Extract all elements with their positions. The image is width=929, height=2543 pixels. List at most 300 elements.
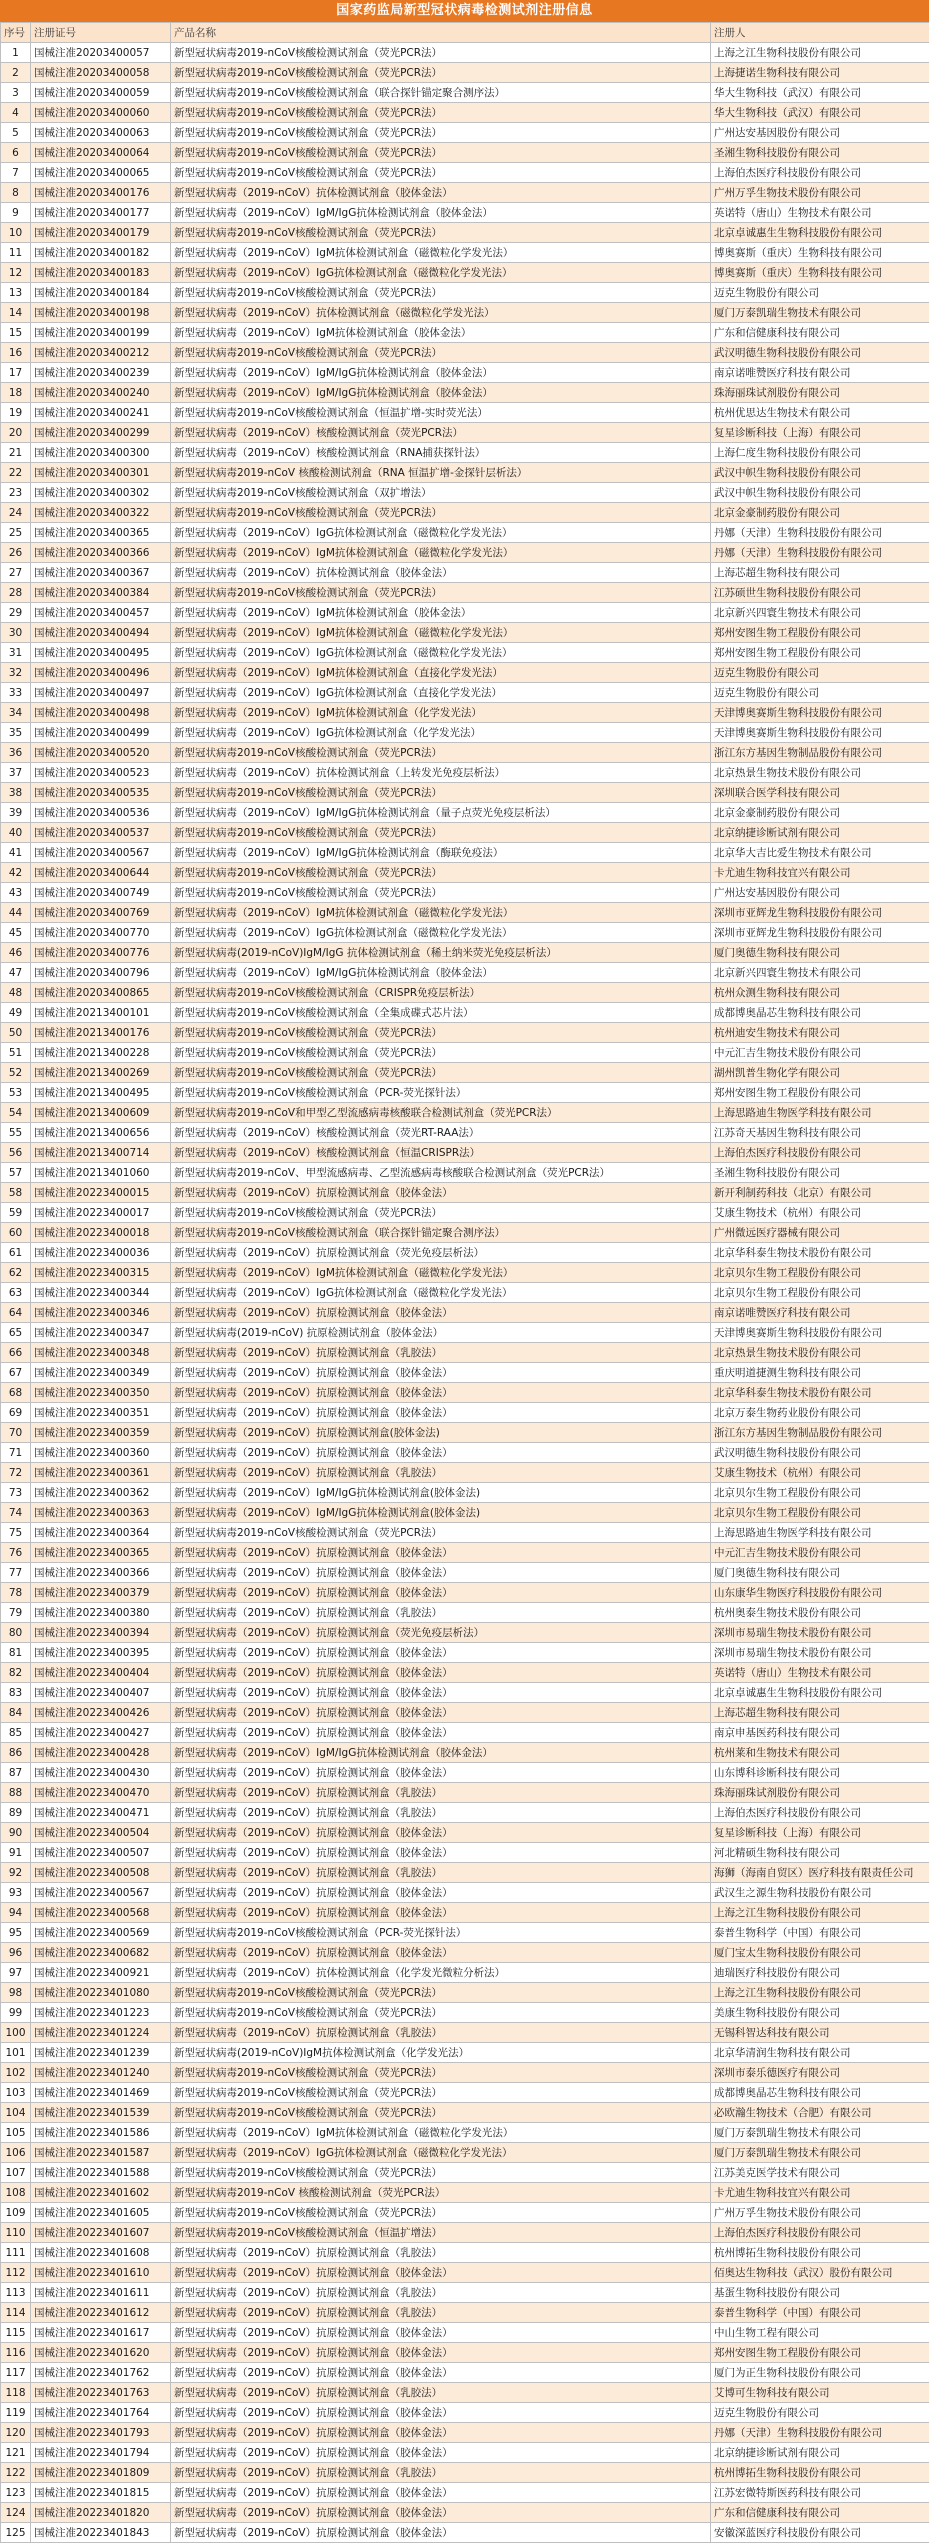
cell-product-name: 新型冠状病毒(2019-nCoV)IgM抗体检测试剂盒（化学发光法）	[171, 2043, 711, 2063]
cell-reg-number: 国械注准20223400017	[31, 1203, 171, 1223]
cell-registrant: 上海伯杰医疗科技股份有限公司	[711, 163, 929, 183]
cell-registrant: 杭州莱和生物技术有限公司	[711, 1743, 929, 1763]
cell-reg-number: 国械注准20203400537	[31, 823, 171, 843]
cell-reg-number: 国械注准20213400101	[31, 1003, 171, 1023]
cell-reg-number: 国械注准20203400498	[31, 703, 171, 723]
table-row	[1, 803, 929, 823]
table-row	[1, 1523, 929, 1543]
table-row	[1, 2343, 929, 2363]
cell-no: 35	[1, 723, 31, 743]
cell-no: 78	[1, 1583, 31, 1603]
table-row	[1, 2243, 929, 2263]
cell-registrant: 泰普生物科学（中国）有限公司	[711, 2303, 929, 2323]
cell-reg-number: 国械注准20203400497	[31, 683, 171, 703]
cell-registrant: 北京卓诚惠生生物科技股份有限公司	[711, 1683, 929, 1703]
cell-product-name: 新型冠状病毒（2019-nCoV）IgM抗体检测试剂盒（磁微粒化学发光法）	[171, 903, 711, 923]
registration-table	[0, 22, 929, 2543]
cell-reg-number: 国械注准20223400347	[31, 1323, 171, 1343]
cell-product-name: 新型冠状病毒（2019-nCoV）抗原检测试剂盒（胶体金法）	[171, 2403, 711, 2423]
table-row	[1, 1223, 929, 1243]
cell-reg-number: 国械注准20203400059	[31, 83, 171, 103]
cell-reg-number: 国械注准20223401608	[31, 2243, 171, 2263]
table-row	[1, 2023, 929, 2043]
cell-no: 61	[1, 1243, 31, 1263]
table-row	[1, 743, 929, 763]
table-row	[1, 2143, 929, 2163]
cell-reg-number: 国械注准20203400770	[31, 923, 171, 943]
cell-reg-number: 国械注准20203400457	[31, 603, 171, 623]
cell-reg-number: 国械注准20203400058	[31, 63, 171, 83]
cell-reg-number: 国械注准20223400921	[31, 1963, 171, 1983]
cell-reg-number: 国械注准20223400427	[31, 1723, 171, 1743]
cell-reg-number: 国械注准20223401620	[31, 2343, 171, 2363]
sheet-title: 国家药监局新型冠状病毒检测试剂注册信息	[0, 0, 929, 22]
cell-product-name: 新型冠状病毒2019-nCoV核酸检测试剂盒（全集成碟式芯片法）	[171, 1003, 711, 1023]
cell-product-name: 新型冠状病毒（2019-nCoV）IgG抗体检测试剂盒（磁微粒化学发光法）	[171, 923, 711, 943]
cell-registrant: 厦门为正生物科技股份有限公司	[711, 2363, 929, 2383]
cell-no: 56	[1, 1143, 31, 1163]
cell-no: 99	[1, 2003, 31, 2023]
cell-product-name: 新型冠状病毒（2019-nCoV）IgM抗体检测试剂盒（磁微粒化学发光法）	[171, 543, 711, 563]
cell-reg-number: 国械注准20223400366	[31, 1563, 171, 1583]
cell-product-name: 新型冠状病毒（2019-nCoV）抗体检测试剂盒（胶体金法）	[171, 563, 711, 583]
cell-reg-number: 国械注准20223401843	[31, 2523, 171, 2543]
table-row	[1, 203, 929, 223]
cell-reg-number: 国械注准20223400379	[31, 1583, 171, 1603]
cell-product-name: 新型冠状病毒（2019-nCoV）IgG抗体检测试剂盒（磁微粒化学发光法）	[171, 263, 711, 283]
table-row	[1, 1443, 929, 1463]
cell-registrant: 深圳市亚辉龙生物科技股份有限公司	[711, 903, 929, 923]
cell-product-name: 新型冠状病毒2019-nCoV核酸检测试剂盒（恒温扩增法）	[171, 2223, 711, 2243]
table-row	[1, 2263, 929, 2283]
cell-reg-number: 国械注准20223401586	[31, 2123, 171, 2143]
table-row	[1, 103, 929, 123]
header-no: 序号	[1, 23, 31, 43]
cell-product-name: 新型冠状病毒（2019-nCoV）抗原检测试剂盒（乳胶法）	[171, 1603, 711, 1623]
table-row	[1, 2303, 929, 2323]
cell-registrant: 厦门万泰凯瑞生物技术有限公司	[711, 303, 929, 323]
cell-registrant: 华大生物科技（武汉）有限公司	[711, 103, 929, 123]
cell-no: 123	[1, 2483, 31, 2503]
cell-no: 93	[1, 1883, 31, 1903]
cell-reg-number: 国械注准20203400523	[31, 763, 171, 783]
cell-reg-number: 国械注准20203400535	[31, 783, 171, 803]
cell-no: 69	[1, 1403, 31, 1423]
cell-product-name: 新型冠状病毒（2019-nCoV）IgM抗体检测试剂盒（直接化学发光法）	[171, 663, 711, 683]
cell-no: 10	[1, 223, 31, 243]
table-row	[1, 2063, 929, 2083]
cell-product-name: 新型冠状病毒（2019-nCoV）抗原检测试剂盒（胶体金法）	[171, 1903, 711, 1923]
cell-reg-number: 国械注准20223400428	[31, 1743, 171, 1763]
cell-reg-number: 国械注准20203400301	[31, 463, 171, 483]
cell-reg-number: 国械注准20223400567	[31, 1883, 171, 1903]
table-row	[1, 1143, 929, 1163]
cell-registrant: 厦门万泰凯瑞生物技术有限公司	[711, 2143, 929, 2163]
cell-registrant: 佰奥达生物科技（武汉）股份有限公司	[711, 2263, 929, 2283]
cell-registrant: 武汉明德生物科技股份有限公司	[711, 1443, 929, 1463]
cell-no: 75	[1, 1523, 31, 1543]
table-row	[1, 2403, 929, 2423]
cell-reg-number: 国械注准20203400495	[31, 643, 171, 663]
table-row	[1, 543, 929, 563]
cell-registrant: 北京华科泰生物技术股份有限公司	[711, 1383, 929, 1403]
cell-product-name: 新型冠状病毒（2019-nCoV）抗体检测试剂盒（磁微粒化学发光法）	[171, 303, 711, 323]
table-row	[1, 1583, 929, 1603]
cell-no: 121	[1, 2443, 31, 2463]
cell-product-name: 新型冠状病毒（2019-nCoV）抗原检测试剂盒（乳胶法）	[171, 1803, 711, 1823]
cell-reg-number: 国械注准20223400407	[31, 1683, 171, 1703]
cell-reg-number: 国械注准20223400507	[31, 1843, 171, 1863]
cell-registrant: 上海伯杰医疗科技股份有限公司	[711, 1143, 929, 1163]
cell-no: 5	[1, 123, 31, 143]
cell-no: 51	[1, 1043, 31, 1063]
cell-no: 58	[1, 1183, 31, 1203]
table-row	[1, 1903, 929, 1923]
cell-reg-number: 国械注准20203400796	[31, 963, 171, 983]
table-row	[1, 1723, 929, 1743]
cell-registrant: 杭州优思达生物技术有限公司	[711, 403, 929, 423]
table-row	[1, 2003, 929, 2023]
cell-no: 109	[1, 2203, 31, 2223]
cell-no: 7	[1, 163, 31, 183]
cell-product-name: 新型冠状病毒（2019-nCoV）核酸检测试剂盒（荧光PCR法）	[171, 423, 711, 443]
cell-registrant: 北京金豪制药股份有限公司	[711, 803, 929, 823]
table-row	[1, 903, 929, 923]
cell-no: 85	[1, 1723, 31, 1743]
cell-registrant: 华大生物科技（武汉）有限公司	[711, 83, 929, 103]
cell-registrant: 南京诺唯赞医疗科技有限公司	[711, 363, 929, 383]
cell-registrant: 珠海丽珠试剂股份有限公司	[711, 1783, 929, 1803]
cell-no: 120	[1, 2423, 31, 2443]
table-row	[1, 1883, 929, 1903]
cell-no: 91	[1, 1843, 31, 1863]
cell-product-name: 新型冠状病毒（2019-nCoV）抗原检测试剂盒（胶体金法）	[171, 1543, 711, 1563]
cell-product-name: 新型冠状病毒2019-nCoV核酸检测试剂盒（荧光PCR法）	[171, 2063, 711, 2083]
cell-no: 67	[1, 1363, 31, 1383]
cell-registrant: 上海思路迪生物医学科技有限公司	[711, 1103, 929, 1123]
cell-registrant: 迈克生物股份有限公司	[711, 2403, 929, 2423]
cell-product-name: 新型冠状病毒（2019-nCoV）抗原检测试剂盒（荧光免疫层析法）	[171, 1623, 711, 1643]
cell-no: 57	[1, 1163, 31, 1183]
cell-product-name: 新型冠状病毒（2019-nCoV）抗原检测试剂盒（胶体金法）	[171, 1723, 711, 1743]
table-row	[1, 883, 929, 903]
cell-reg-number: 国械注准20223400394	[31, 1623, 171, 1643]
cell-reg-number: 国械注准20213401060	[31, 1163, 171, 1183]
cell-product-name: 新型冠状病毒2019-nCoV核酸检测试剂盒（荧光PCR法）	[171, 163, 711, 183]
cell-registrant: 深圳市泰乐德医疗有限公司	[711, 2063, 929, 2083]
cell-registrant: 武汉生之源生物科技股份有限公司	[711, 1883, 929, 1903]
cell-registrant: 上海伯杰医疗科技股份有限公司	[711, 2223, 929, 2243]
cell-no: 13	[1, 283, 31, 303]
table-row	[1, 1343, 929, 1363]
cell-no: 49	[1, 1003, 31, 1023]
cell-no: 9	[1, 203, 31, 223]
cell-no: 95	[1, 1923, 31, 1943]
cell-no: 15	[1, 323, 31, 343]
cell-product-name: 新型冠状病毒（2019-nCoV）IgM/IgG抗体检测试剂盒（量子点荧光免疫层析法）	[171, 803, 711, 823]
cell-product-name: 新型冠状病毒（2019-nCoV）核酸检测试剂盒（恒温CRISPR法）	[171, 1143, 711, 1163]
cell-no: 31	[1, 643, 31, 663]
cell-no: 77	[1, 1563, 31, 1583]
cell-product-name: 新型冠状病毒2019-nCoV核酸检测试剂盒（荧光PCR法）	[171, 223, 711, 243]
table-row	[1, 783, 929, 803]
cell-product-name: 新型冠状病毒2019-nCoV核酸检测试剂盒（荧光PCR法）	[171, 63, 711, 83]
cell-reg-number: 国械注准20223401587	[31, 2143, 171, 2163]
cell-registrant: 中元汇吉生物技术股份有限公司	[711, 1543, 929, 1563]
cell-no: 12	[1, 263, 31, 283]
cell-registrant: 泰普生物科学（中国）有限公司	[711, 1923, 929, 1943]
cell-product-name: 新型冠状病毒（2019-nCoV）抗体检测试剂盒（胶体金法）	[171, 183, 711, 203]
cell-reg-number: 国械注准20203400177	[31, 203, 171, 223]
cell-product-name: 新型冠状病毒（2019-nCoV）IgM/IgG抗体检测试剂盒(胶体金法)	[171, 1483, 711, 1503]
cell-registrant: 北京新兴四寰生物技术有限公司	[711, 603, 929, 623]
cell-reg-number: 国械注准20223401820	[31, 2503, 171, 2523]
table-row	[1, 1803, 929, 1823]
cell-no: 60	[1, 1223, 31, 1243]
cell-registrant: 卡尤迪生物科技宜兴有限公司	[711, 863, 929, 883]
table-row	[1, 2043, 929, 2063]
table-row	[1, 2503, 929, 2523]
cell-registrant: 英诺特（唐山）生物技术有限公司	[711, 1663, 929, 1683]
cell-no: 30	[1, 623, 31, 643]
cell-registrant: 北京华科泰生物技术股份有限公司	[711, 1243, 929, 1263]
cell-product-name: 新型冠状病毒（2019-nCoV）IgM抗体检测试剂盒（胶体金法）	[171, 323, 711, 343]
table-row	[1, 663, 929, 683]
table-row	[1, 1063, 929, 1083]
cell-registrant: 北京万泰生物药业股份有限公司	[711, 1403, 929, 1423]
cell-reg-number: 国械注准20223400395	[31, 1643, 171, 1663]
cell-no: 102	[1, 2063, 31, 2083]
cell-product-name: 新型冠状病毒（2019-nCoV）抗原检测试剂盒（胶体金法）	[171, 1403, 711, 1423]
table-row	[1, 863, 929, 883]
cell-product-name: 新型冠状病毒(2019-nCoV)IgM/IgG 抗体检测试剂盒（稀土纳米荧光免疫层析法）	[171, 943, 711, 963]
cell-no: 87	[1, 1763, 31, 1783]
cell-registrant: 北京贝尔生物工程股份有限公司	[711, 1483, 929, 1503]
cell-reg-number: 国械注准20203400536	[31, 803, 171, 823]
cell-registrant: 浙江东方基因生物制品股份有限公司	[711, 1423, 929, 1443]
cell-no: 38	[1, 783, 31, 803]
cell-product-name: 新型冠状病毒（2019-nCoV）抗原检测试剂盒（胶体金法）	[171, 1583, 711, 1603]
cell-product-name: 新型冠状病毒（2019-nCoV）抗原检测试剂盒（胶体金法）	[171, 1303, 711, 1323]
cell-registrant: 厦门奥德生物科技有限公司	[711, 1563, 929, 1583]
cell-reg-number: 国械注准20203400183	[31, 263, 171, 283]
cell-no: 40	[1, 823, 31, 843]
cell-product-name: 新型冠状病毒（2019-nCoV）IgM抗体检测试剂盒（化学发光法）	[171, 703, 711, 723]
cell-no: 1	[1, 43, 31, 63]
cell-product-name: 新型冠状病毒（2019-nCoV）IgM/IgG抗体检测试剂盒（胶体金法）	[171, 383, 711, 403]
cell-registrant: 郑州安图生物工程股份有限公司	[711, 643, 929, 663]
cell-registrant: 北京纳捷诊断试剂有限公司	[711, 823, 929, 843]
cell-registrant: 博奥赛斯（重庆）生物科技有限公司	[711, 243, 929, 263]
cell-no: 83	[1, 1683, 31, 1703]
cell-registrant: 江苏奇天基因生物科技有限公司	[711, 1123, 929, 1143]
cell-no: 33	[1, 683, 31, 703]
cell-registrant: 江苏美克医学技术有限公司	[711, 2163, 929, 2183]
cell-no: 73	[1, 1483, 31, 1503]
cell-registrant: 艾康生物技术（杭州）有限公司	[711, 1203, 929, 1223]
cell-no: 68	[1, 1383, 31, 1403]
table-row	[1, 2083, 929, 2103]
cell-product-name: 新型冠状病毒（2019-nCoV）抗原检测试剂盒（胶体金法）	[171, 1703, 711, 1723]
cell-reg-number: 国械注准20203400065	[31, 163, 171, 183]
table-row	[1, 363, 929, 383]
cell-registrant: 山东康华生物医疗科技股份有限公司	[711, 1583, 929, 1603]
table-row	[1, 143, 929, 163]
cell-reg-number: 国械注准20223401794	[31, 2443, 171, 2463]
cell-registrant: 上海仁度生物科技股份有限公司	[711, 443, 929, 463]
table-row	[1, 1103, 929, 1123]
table-row	[1, 583, 929, 603]
cell-product-name: 新型冠状病毒(2019-nCoV) 抗原检测试剂盒（胶体金法）	[171, 1323, 711, 1343]
table-row	[1, 2363, 929, 2383]
cell-registrant: 杭州奥泰生物技术股份有限公司	[711, 1603, 929, 1623]
cell-reg-number: 国械注准20223401602	[31, 2183, 171, 2203]
table-row	[1, 443, 929, 463]
table-row	[1, 1663, 929, 1683]
cell-no: 46	[1, 943, 31, 963]
cell-product-name: 新型冠状病毒（2019-nCoV）IgG抗体检测试剂盒（磁微粒化学发光法）	[171, 1283, 711, 1303]
cell-product-name: 新型冠状病毒（2019-nCoV）IgG抗体检测试剂盒（直接化学发光法）	[171, 683, 711, 703]
cell-reg-number: 国械注准20203400499	[31, 723, 171, 743]
table-row	[1, 1863, 929, 1883]
cell-no: 88	[1, 1783, 31, 1803]
table-row	[1, 2443, 929, 2463]
cell-product-name: 新型冠状病毒（2019-nCoV）抗原检测试剂盒（胶体金法）	[171, 2423, 711, 2443]
cell-product-name: 新型冠状病毒2019-nCoV核酸检测试剂盒（荧光PCR法）	[171, 103, 711, 123]
table-row	[1, 763, 929, 783]
cell-product-name: 新型冠状病毒（2019-nCoV）抗原检测试剂盒（胶体金法）	[171, 2523, 711, 2543]
header-row	[1, 23, 929, 43]
cell-reg-number: 国械注准20223401617	[31, 2323, 171, 2343]
cell-product-name: 新型冠状病毒2019-nCoV核酸检测试剂盒（荧光PCR法）	[171, 1523, 711, 1543]
table-row	[1, 923, 929, 943]
cell-product-name: 新型冠状病毒（2019-nCoV）抗体检测试剂盒（化学发光微粒分析法）	[171, 1963, 711, 1983]
cell-product-name: 新型冠状病毒（2019-nCoV）抗原检测试剂盒（胶体金法）	[171, 2343, 711, 2363]
cell-reg-number: 国械注准20203400240	[31, 383, 171, 403]
cell-reg-number: 国械注准20223401539	[31, 2103, 171, 2123]
table-row	[1, 2483, 929, 2503]
table-row	[1, 1983, 929, 2003]
cell-registrant: 成都博奥晶芯生物科技有限公司	[711, 2083, 929, 2103]
cell-reg-number: 国械注准20223401763	[31, 2383, 171, 2403]
table-row	[1, 1843, 929, 1863]
cell-no: 29	[1, 603, 31, 623]
cell-no: 108	[1, 2183, 31, 2203]
table-body	[1, 43, 929, 2543]
cell-registrant: 艾康生物技术（杭州）有限公司	[711, 1463, 929, 1483]
cell-no: 63	[1, 1283, 31, 1303]
cell-no: 114	[1, 2303, 31, 2323]
table-row	[1, 683, 929, 703]
cell-reg-number: 国械注准20223401610	[31, 2263, 171, 2283]
cell-no: 79	[1, 1603, 31, 1623]
cell-no: 94	[1, 1903, 31, 1923]
cell-reg-number: 国械注准20203400384	[31, 583, 171, 603]
table-row	[1, 1743, 929, 1763]
cell-no: 103	[1, 2083, 31, 2103]
cell-product-name: 新型冠状病毒（2019-nCoV）抗体检测试剂盒（上转发光免疫层析法）	[171, 763, 711, 783]
cell-reg-number: 国械注准20213400609	[31, 1103, 171, 1123]
cell-registrant: 美康生物科技股份有限公司	[711, 2003, 929, 2023]
cell-no: 19	[1, 403, 31, 423]
cell-product-name: 新型冠状病毒（2019-nCoV）抗原检测试剂盒（胶体金法）	[171, 2503, 711, 2523]
cell-registrant: 上海伯杰医疗科技股份有限公司	[711, 1803, 929, 1823]
cell-no: 106	[1, 2143, 31, 2163]
cell-registrant: 杭州众测生物科技有限公司	[711, 983, 929, 1003]
cell-product-name: 新型冠状病毒2019-nCoV 核酸检测试剂盒（RNA 恒温扩增-金探针层析法）	[171, 463, 711, 483]
table-row	[1, 2463, 929, 2483]
cell-product-name: 新型冠状病毒（2019-nCoV）IgG抗体检测试剂盒（磁微粒化学发光法）	[171, 523, 711, 543]
cell-registrant: 圣湘生物科技股份有限公司	[711, 143, 929, 163]
table-row	[1, 1043, 929, 1063]
table-row	[1, 623, 929, 643]
cell-no: 86	[1, 1743, 31, 1763]
cell-registrant: 深圳市亚辉龙生物科技股份有限公司	[711, 923, 929, 943]
cell-reg-number: 国械注准20223401469	[31, 2083, 171, 2103]
cell-no: 125	[1, 2523, 31, 2543]
cell-registrant: 广州达安基因股份有限公司	[711, 123, 929, 143]
table-row	[1, 2183, 929, 2203]
cell-reg-number: 国械注准20223400364	[31, 1523, 171, 1543]
cell-product-name: 新型冠状病毒（2019-nCoV）核酸检测试剂盒（荧光RT-RAA法）	[171, 1123, 711, 1143]
cell-reg-number: 国械注准20223400430	[31, 1763, 171, 1783]
cell-registrant: 珠海丽珠试剂股份有限公司	[711, 383, 929, 403]
cell-no: 118	[1, 2383, 31, 2403]
cell-reg-number: 国械注准20203400176	[31, 183, 171, 203]
cell-product-name: 新型冠状病毒2019-nCoV核酸检测试剂盒（荧光PCR法）	[171, 583, 711, 603]
cell-registrant: 北京华清润生物科技有限公司	[711, 2043, 929, 2063]
cell-product-name: 新型冠状病毒（2019-nCoV）抗原检测试剂盒（胶体金法）	[171, 2323, 711, 2343]
cell-registrant: 成都博奥晶芯生物科技有限公司	[711, 1003, 929, 1023]
cell-reg-number: 国械注准20203400212	[31, 343, 171, 363]
cell-no: 116	[1, 2343, 31, 2363]
cell-no: 8	[1, 183, 31, 203]
cell-reg-number: 国械注准20203400241	[31, 403, 171, 423]
cell-reg-number: 国械注准20223401607	[31, 2223, 171, 2243]
table-row	[1, 2223, 929, 2243]
cell-no: 23	[1, 483, 31, 503]
cell-product-name: 新型冠状病毒2019-nCoV核酸检测试剂盒（CRISPR免疫层析法）	[171, 983, 711, 1003]
table-row	[1, 723, 929, 743]
cell-no: 72	[1, 1463, 31, 1483]
table-row	[1, 963, 929, 983]
cell-registrant: 杭州博拓生物科技股份有限公司	[711, 2463, 929, 2483]
cell-reg-number: 国械注准20223400344	[31, 1283, 171, 1303]
cell-reg-number: 国械注准20223401224	[31, 2023, 171, 2043]
cell-product-name: 新型冠状病毒（2019-nCoV）抗原检测试剂盒（胶体金法）	[171, 1823, 711, 1843]
cell-product-name: 新型冠状病毒（2019-nCoV）抗原检测试剂盒（乳胶法）	[171, 2463, 711, 2483]
cell-reg-number: 国械注准20223400504	[31, 1823, 171, 1843]
cell-no: 70	[1, 1423, 31, 1443]
table-row	[1, 503, 929, 523]
cell-product-name: 新型冠状病毒2019-nCoV核酸检测试剂盒（荧光PCR法）	[171, 783, 711, 803]
cell-no: 97	[1, 1963, 31, 1983]
cell-no: 47	[1, 963, 31, 983]
cell-registrant: 北京金豪制药股份有限公司	[711, 503, 929, 523]
cell-registrant: 北京热景生物技术股份有限公司	[711, 1343, 929, 1363]
cell-registrant: 复星诊断科技（上海）有限公司	[711, 1823, 929, 1843]
table-row	[1, 2283, 929, 2303]
cell-product-name: 新型冠状病毒（2019-nCoV）抗原检测试剂盒（胶体金法）	[171, 2483, 711, 2503]
cell-registrant: 无锡科智达科技有限公司	[711, 2023, 929, 2043]
cell-reg-number: 国械注准20223400471	[31, 1803, 171, 1823]
table-row	[1, 983, 929, 1003]
cell-registrant: 北京新兴四寰生物技术有限公司	[711, 963, 929, 983]
cell-registrant: 迪瑞医疗科技股份有限公司	[711, 1963, 929, 1983]
table-row	[1, 163, 929, 183]
cell-registrant: 上海之江生物科技股份有限公司	[711, 1983, 929, 2003]
table-row	[1, 1823, 929, 1843]
